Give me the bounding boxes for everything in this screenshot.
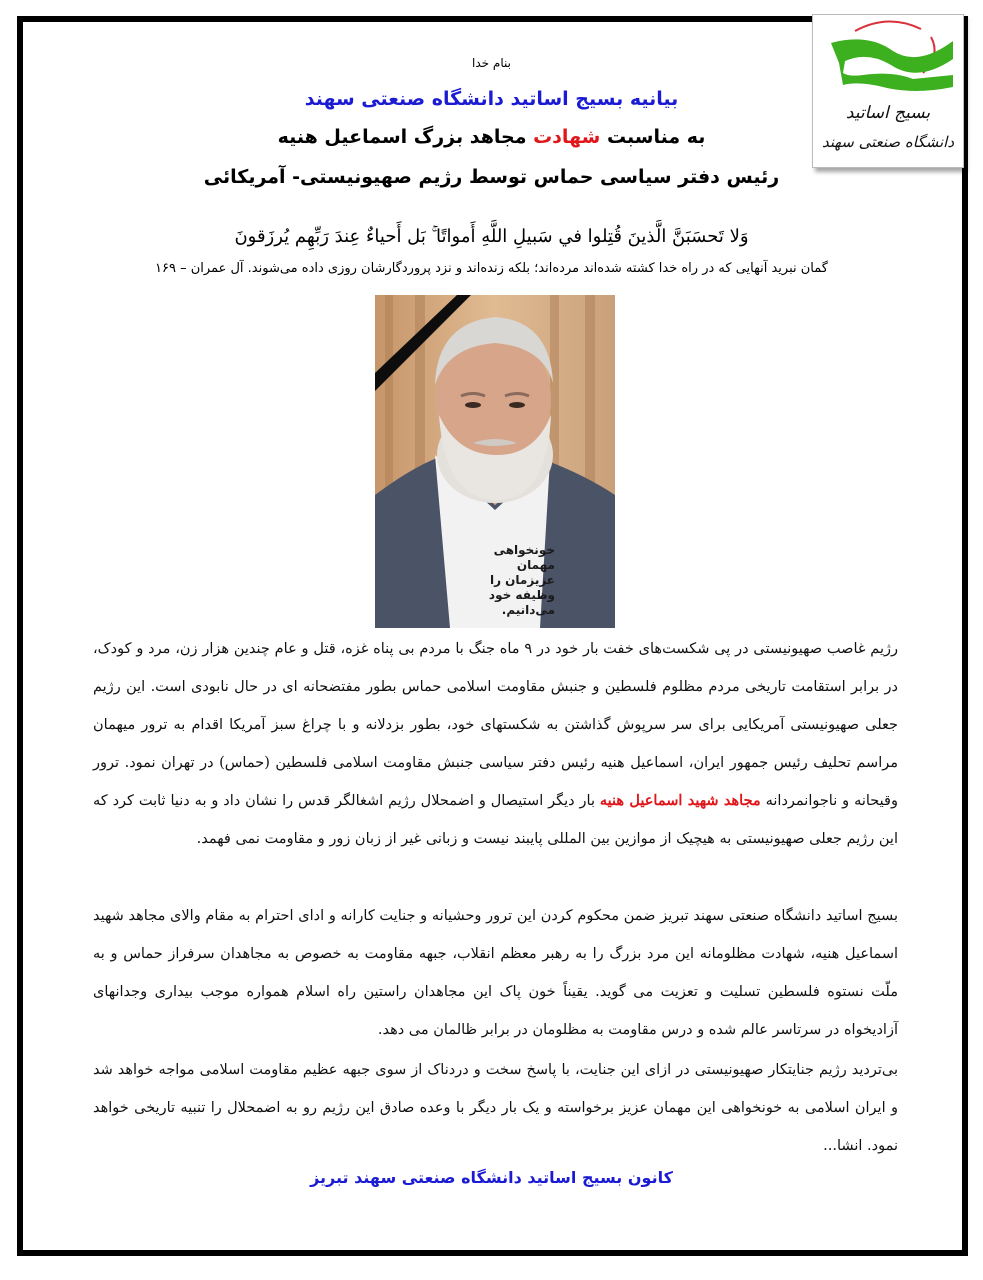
quran-verse: وَلا تَحسَبَنَّ الَّذينَ قُتِلوا في سَبيلِ اللَّهِ أَمواتًا ۚ بَل أَحياءٌ عِندَ رَبِّهِم يُرزَقونَ: [234, 226, 749, 247]
paragraph-3: بی‌تردید رژیم جنایتکار صهیونیستی در ازای این جنایت، با پاسخ سخت و دردناک از سوی جبهه عظیم مقاومت اسلامی مواجه خواهد شد و ایران اسلامی به خونخواهی این مهمان عزیز برخواسته و یک بار دیگر با وعده صادق این رژیم رو به اضمحلال را تنبیه تاریخی خواهد نمود. انشا...: [93, 1062, 898, 1154]
verse-translation: گمان نبرید آنهایی که در راه خدا کشته شده‌اند مرده‌اند؛ بلکه زنده‌اند و نزد پروردگارشان روزی داده می‌شوند. آل عمران – ۱۶۹: [155, 261, 828, 276]
photo-caption: خونخواهی مهمان عزیزمان را وظیفه خود می‌دانیم.: [488, 543, 555, 617]
statement-title: بیانیه بسیج اساتید دانشگاه صنعتی سهند: [304, 88, 679, 110]
paragraph-1: [93, 630, 898, 858]
martyr-name-highlight: مجاهد شهید اسماعیل هنیه: [599, 792, 761, 809]
paragraph-1-continuation: بار دیگر استیصال و اضمحلال رژیم اشغالگر قدس را نشان داد و به دنیا ثابت کرد که این رژیم جعلی صهیونیستی به هیچیک از موازین بین المللی پایبند نیست و زبانی غیر از زبان زور و مقاومت نمی فهمد.: [93, 793, 898, 847]
paragraph-1-text: رژیم غاصب صهیونیستی در پی شکست‌های خفت بار خود در ۹ ماه جنگ با مردم بی پناه غزه، قتل و عام چندین هزار زن، مرد و کودک، در برابر استقامت تاریخی مردم مظلوم فلسطین و جنبش مقاومت اسلامی حماس بطور مفتضحانه ای در حال نابودی است. این رژیم جعلی صهیونیستی آمریکایی برای سر سرپوش گذاشتن به شکستهای خود، بطور بزدلانه و با چراغ سبز آمریکا اقدام به ترور میهمان مراسم تحلیف رئیس جمهور ایران، اسماعیل هنیه رئیس دفتر سیاسی جنبش مقاومت اسلامی فلسطین (حماس) در تهران نمود. ترور وقیحانه و ناجوانمردانه: [93, 641, 898, 809]
occasion-prefix: به مناسبت: [606, 126, 706, 148]
signature: کانون بسیج اساتید دانشگاه صنعتی سهند تبریز: [310, 1168, 673, 1187]
subtitle-heading: رئیس دفتر سیاسی حماس توسط رژیم صهیونیستی- آمریکائی: [203, 166, 780, 188]
occasion-highlight: شهادت: [533, 126, 601, 148]
logo-line1: بسیج اساتید: [845, 103, 931, 123]
portrait-photo: [375, 295, 615, 628]
bename-heading: بنام خدا: [472, 56, 511, 70]
logo-line2: دانشگاه صنعتی سهند: [821, 133, 955, 151]
paragraph-2: بسیج اساتید دانشگاه صنعتی سهند تبریز ضمن محکوم کردن این ترور وحشیانه و جنایت کارانه و ادای احترام به مقام والای مجاهد شهید اسماعیل هنیه، شهادت مظلومانه این مرد بزرگ را به رهبر معظم انقلاب، جبهه مقاومت به خصوص به مجاهدان سرفراز حماس و به ملّت نستوه فلسطین تسلیت و تعزیت می گوید. یقیناً خون پاک این مجاهدان راستین راه اسلام همواره موجب بیداری وجدانهای آزادیخواه در سرتاسر عالم شده و درس مقاومت به مظلومان در برابر ظالمان می دهد.: [93, 908, 898, 1038]
occasion-heading: [0, 126, 983, 148]
occasion-suffix: مجاهد بزرگ اسماعیل هنیه: [277, 126, 527, 148]
